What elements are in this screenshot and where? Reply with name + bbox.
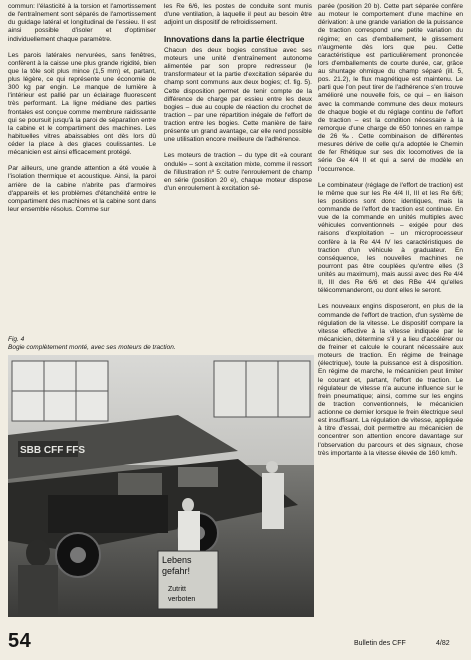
sign-text-line3: Zutritt [168, 586, 186, 593]
article-column-right [318, 3, 463, 466]
publication-name: Bulletin des CFF [354, 640, 406, 647]
sign-text-line2: gefahr! [162, 566, 191, 576]
article-column-left [8, 3, 156, 222]
paragraph: Les parois latérales nervurées, sans fenêtres, confèrent à la caisse une plus grande rigidité, bien que la tôle soit plus mince (1,5 mm) et, partant, plus légère, ce qui représente une économie de 300 kg par engin. Le manque de lumière à l'intérieur est pallié par un éclairage fluorescent très performant. La ligne médiane des parties frontales est conçue comme membrure raidissante qui se poursuit jusqu'à la paroi de séparation entre la cabine et le compartiment des machines. Les habituelles vitres abaissables ont dès lors dû céder la place à des glaces coulissantes. Le mécanicien est ainsi efficacement protégé. [8, 51, 156, 157]
sign-text-line1: Lebens [162, 555, 192, 565]
paragraph: Par ailleurs, une grande attention a été vouée à l'isolation thermique et acoustique. Ainsi, la paroi arrière de la cabine n'abrite pas d'armoires d'appareils et les problèmes d'étanchéité entre le compartiment des machines et la cabine sont dans leur ensemble résolus. Comme sur [8, 165, 156, 213]
paragraph: Le combinateur (réglage de l'effort de traction) est le même que sur les Re 4/4 II, III et les Re 6/6; les positions sont donc identiques, mais la commande de l'effort de traction est continue. En vue de la commande en unités multiples avec véhicules conventionnels – exigée pour des raisons d'exploitation – un microprocesseur confère à la Re 4/4 IV les caractéristiques de traction d'un véhicule à graduateur. En conséquence, les nouvelles machines ne pourront pas être couplées qu'entre elles (3 unités au maximum), mais aussi avec des Re 4/4 II, III des Re 6/6 et des RBe 4/4 qu'elles télécommanderont, ou dont elles le seront. [318, 181, 463, 295]
figure-caption-text: Bogie complètement monté, avec ses moteurs de traction. [8, 344, 176, 351]
sbb-logo-text: SBB CFF FFS [20, 445, 85, 456]
paragraph: Les moteurs de traction – du type dit «à courant ondulé» – sont à excitation mixte, comme il ressort de l'illustration nº 5: outre l'enroulement de champ en série (position 20 e), chaque moteur dispose d'un enroulement à excitation sé- [164, 152, 312, 192]
figure-caption [8, 336, 308, 352]
figure-label: Fig. 4 [8, 336, 25, 343]
bogie-photo [8, 355, 314, 617]
paragraph: les Re 6/6, les postes de conduite sont munis d'une ventilation, à laquelle il peut au besoin être adjoint un dispositif de refroidissement. [164, 3, 312, 27]
page-number: 54 [8, 630, 32, 652]
paragraph: commun: l'élasticité à la torsion et l'amortissement de l'entraînement sont séparés de l'amortissement du guidage latéral et longitudinal de l'essieu. Il est ainsi possible d'isoler et d'optimiser individuellement chaque paramètre. [8, 3, 156, 43]
sign-text-line4: verboten [168, 596, 196, 603]
paragraph: Les nouveaux engins disposeront, en plus de la commande de l'effort de traction, d'un système de régulation de la vitesse. Le dispositif compare la vitesse effective à la vitesse indiquée par le mécanicien, détermine s'il y a lieu d'accélérer ou de freiner et calcule le courant nécessaire aux moteurs de traction. En régime de freinage (électrique), toute la puissance est à disposition. En régime de marche, le mécanicien peut limiter le courant et, partant, l'effort de traction. Le régulateur de vitesse n'a aucune influence sur le frein pneumatique; ainsi, comme sur les engins de traction conventionnels, le mécanicien actionne ce dernier lorsque le frein électrique seul est insuffisant. La régulation de vitesse, appliquée à titre d'essai, doit permettre au mécanicien de concentrer son attention encore davantage sur l'observation du parcours et des signaux, chose très importante à la vitesse élevée de 160 km/h. [318, 303, 463, 457]
issue-number: 4/82 [436, 640, 450, 647]
paragraph: parée (position 20 b). Cette part séparée confère au moteur le comportement d'une machine en dérivation: à une grande variation de la puissance de traction correspond une petite variation du régime; en cas d'emballement, le glissement n'augmente dès lors que peu. Cette caractéristique est particulièrement prononcée lors d'emballements de courte durée, car, grâce au shuntage ohmique du champ séparé (ill. 5, pos. 21.2), le flux magnétique est maintenu. Le parti que l'on peut tirer de l'adhérence s'en trouve amélioré une nouvelle fois, ce qui – en liaison avec la commande commune des deux moteurs de chaque bogie et du réglage continu de l'effort de traction – est la condition nécessaire à la remorque d'une charge de 650 tonnes en rampe de 26 ‰. Cette combinaison de différentes mesures dérive de celle qu'a adoptée le Chemin de fer Rhétique sur ses dix locomotives de la série Ge 4/4 II et qui a servi de modèle en l'occurrence. [318, 3, 463, 173]
article-column-middle [164, 3, 312, 201]
section-heading: Innovations dans la partie électrique [164, 35, 305, 45]
paragraph: Chacun des deux bogies constitue avec ses moteurs une unité d'entraînement autonome alimentée par son propre redresseur (le transformateur et la partie d'excitation séparée du champ sont communs aux deux bogies; cf. fig. 5). Cette disposition permet de tenir compte de la différence de charge par essieu entre les deux bogies – due au couple de réaction du crochet de traction – par une répartition inégale de l'effort de traction entre les bogies. Cette manière de faire présente un grand avantage, car elle rend possible une utilisation encore meilleure de l'adhérence. [164, 46, 312, 144]
